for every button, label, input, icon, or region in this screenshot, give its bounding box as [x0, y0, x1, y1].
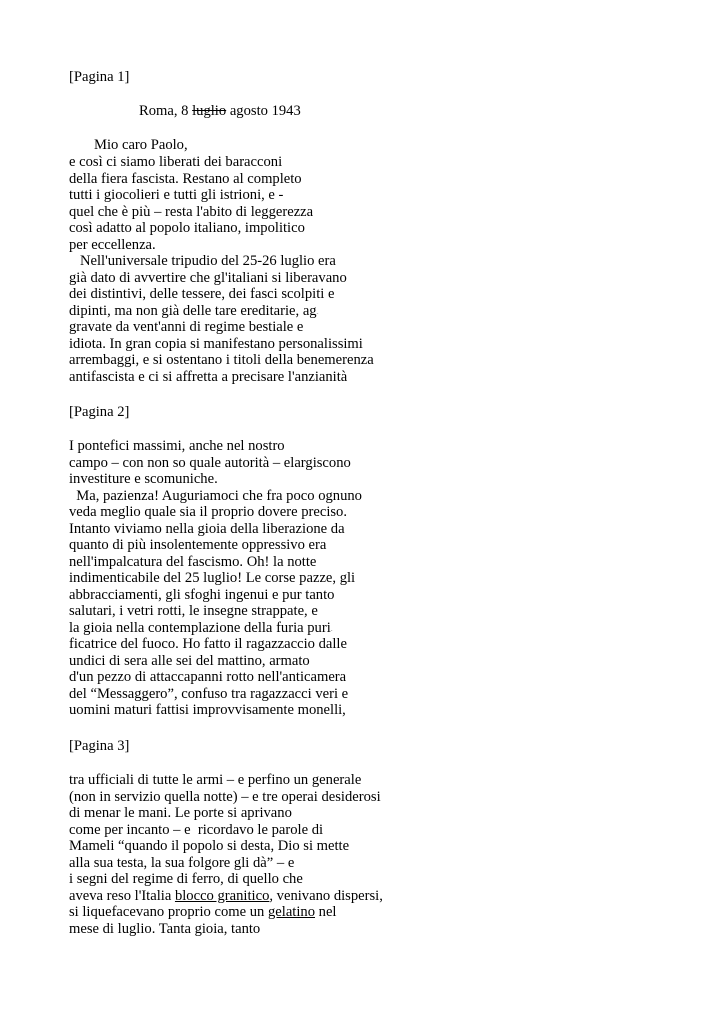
- p2-line-text: la gioia nella contemplazione della furia puri: [69, 619, 331, 636]
- p3-line: di menar le mani. Le porte si aprivano: [69, 805, 292, 821]
- underlined-phrase: blocco granitico: [174, 887, 270, 904]
- p1-line: antifascista e ci si affretta a precisare l'anzianità: [69, 368, 348, 385]
- p2-line: abbracciamenti, gli sfoghi ingenui e pur tanto: [69, 586, 335, 603]
- p1-line: idiota. In gran copia si manifestano personalissimi: [69, 335, 363, 352]
- date-text-before: Roma, 8: [139, 103, 193, 119]
- p2-line: I pontefici massimi, anche nel nostro: [69, 438, 285, 454]
- p2-line: del “Messaggero”, confuso tra ragazzacci veri e: [69, 685, 349, 702]
- line-text-before: si liquefacevano proprio come un: [69, 904, 268, 920]
- p3-line: i segni del regime di ferro, di quello che: [69, 871, 303, 887]
- p1-line: e così ci siamo liberati dei baracconi: [69, 154, 283, 170]
- p1-line: Nell'universale tripudio del 25-26 luglio era: [69, 253, 336, 269]
- p2-line: Intanto viviamo nella gioia della liberazione da: [69, 520, 345, 537]
- p2-line: veda meglio quale sia il proprio dovere preciso.: [69, 504, 348, 520]
- p2-line: salutari, i vetri rotti, le insegne strappate, e: [69, 603, 318, 619]
- p3-line: Mameli “quando il popolo si desta, Dio si mette: [69, 838, 350, 854]
- line-text-after: , venivano dispersi,: [269, 887, 383, 904]
- date-text-after: agosto 1943: [226, 103, 301, 119]
- p1-line: quel che è più – resta l'abito di leggerezza: [69, 203, 314, 220]
- p3-line: tra ufficiali di tutte le armi – e perfino un generale: [69, 772, 362, 788]
- p1-line: così adatto al popolo italiano, impolitico: [69, 220, 305, 236]
- page-marker-3: [Pagina 3]: [69, 738, 130, 754]
- p3-line: come per incanto – e ricordavo le parole di: [69, 821, 324, 838]
- p2-line: Ma, pazienza! Auguriamoci che fra poco ognuno: [69, 487, 362, 504]
- page-marker-2: [Pagina 2]: [69, 404, 130, 420]
- p3-line-underlined: [69, 888, 383, 905]
- date-struck-word: luglio: [192, 103, 227, 119]
- p1-line: già dato di avvertire che gl'italiani si liberavano: [69, 269, 347, 286]
- letter-date: [139, 103, 301, 120]
- p2-line: ficatrice del fuoco. Ho fatto il ragazzaccio dalle: [69, 636, 347, 652]
- p1-line-text: dipinti, ma non già delle tare ereditarie, ag: [69, 302, 317, 319]
- p1-line: gravate da vent'anni di regime bestiale e: [69, 319, 304, 335]
- p2-line: undici di sera alle sei del mattino, armato: [69, 652, 310, 669]
- p2-line: campo – con non so quale autorità – elargiscono: [69, 454, 351, 471]
- p3-line: mese di luglio. Tanta gioia, tanto: [69, 920, 261, 937]
- underlined-word: gelatino: [267, 904, 315, 920]
- p3-line-underlined: [69, 904, 336, 921]
- salutation: Mio caro Paolo,: [94, 137, 188, 153]
- p2-line: investiture e scomuniche.: [69, 471, 218, 487]
- p2-line: quanto di più insolentemente oppressivo era: [69, 537, 327, 553]
- p2-line: d'un pezzo di attaccapanni rotto nell'anticamera: [69, 669, 347, 685]
- p1-line: della fiera fascista. Restano al completo: [69, 170, 302, 187]
- hyphen-mark: -: [316, 311, 319, 317]
- p2-line: uomini maturi fattisi improvvisamente monelli,: [69, 702, 346, 718]
- page-marker-1: [Pagina 1]: [69, 69, 130, 85]
- p1-line: dei distintivi, delle tessere, dei fasci scolpiti e: [69, 286, 335, 302]
- p1-line: per eccellenza.: [69, 236, 156, 253]
- p1-line: arrembaggi, e si ostentano i titoli della benemerenza: [69, 352, 374, 368]
- p2-line: nell'impalcatura del fascismo. Oh! la notte: [69, 553, 317, 570]
- line-text-before: aveva reso l'Italia: [69, 887, 175, 904]
- line-text-after: nel: [315, 904, 337, 920]
- p2-line: indimenticabile del 25 luglio! Le corse pazze, gli: [69, 570, 356, 586]
- p3-line: alla sua testa, la sua folgore gli dà” – e: [69, 854, 295, 871]
- p3-line: (non in servizio quella notte) – e tre operai desiderosi: [69, 788, 381, 805]
- p1-line: tutti i giocolieri e tutti gli istrioni, e -: [69, 187, 284, 203]
- hyphen-mark: -: [330, 628, 333, 634]
